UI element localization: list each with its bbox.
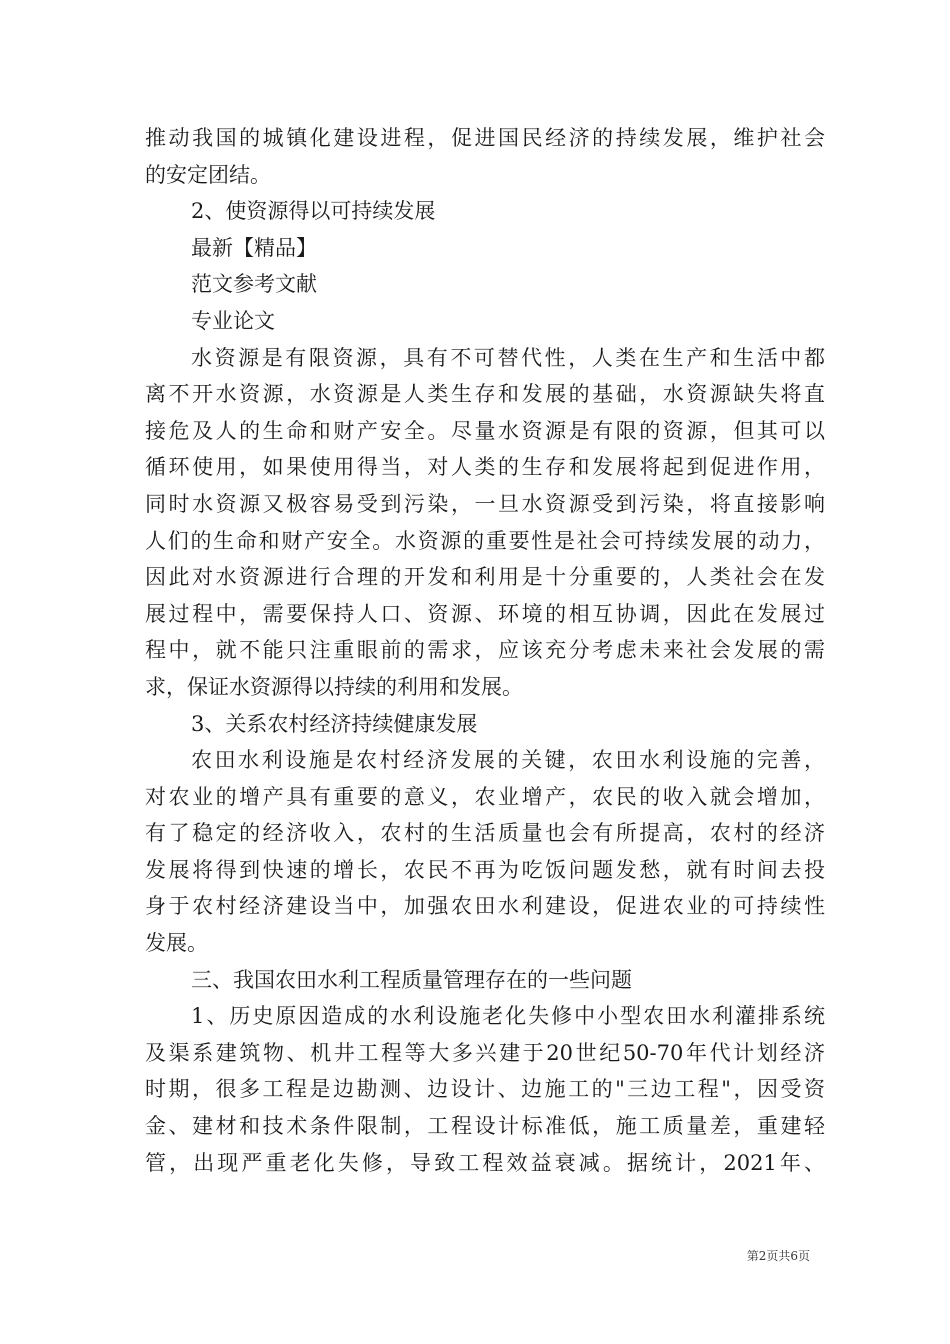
paragraph-line: 身于农村经济建设当中，加强农田水利建设，促进农业的可持续性 <box>145 894 825 919</box>
paragraph-line: 发展将得到快速的增长，农民不再为吃饭问题发愁，就有时间去投 <box>145 857 825 882</box>
paragraph-line: 离不开水资源，水资源是人类生存和发展的基础，水资源缺失将直 <box>145 382 825 407</box>
paragraph-line: 循环使用，如果使用得当，对人类的生存和发展将起到促进作用， <box>145 455 825 480</box>
paragraph-line: 范文参考文献 <box>191 272 317 297</box>
paragraph-line: 的安定团结。 <box>145 162 271 187</box>
paragraph-line: 有了稳定的经济收入，农村的生活质量也会有所提高，农村的经济 <box>145 821 825 846</box>
paragraph-line: 水资源是有限资源，具有不可替代性，人类在生产和生活中都 <box>191 345 825 370</box>
paragraph-line: 农田水利设施是农村经济发展的关键，农田水利设施的完善， <box>191 748 825 773</box>
page-number-footer: 第2页共6页 <box>746 1249 810 1263</box>
paragraph-line: 接危及人的生命和财产安全。尽量水资源是有限的资源，但其可以 <box>145 418 825 443</box>
paragraph-line: 求，保证水资源得以持续的利用和发展。 <box>145 674 523 699</box>
paragraph-line: 金、建材和技术条件限制，工程设计标准低，施工质量差，重建轻 <box>145 1114 825 1139</box>
paragraph-line: 最新【精品】 <box>191 235 317 260</box>
paragraph-line: 发展。 <box>145 931 208 956</box>
section-heading: 三、我国农田水利工程质量管理存在的一些问题 <box>191 967 632 992</box>
paragraph-line: 1、历史原因造成的水利设施老化失修中小型农田水利灌排系统 <box>191 1004 825 1029</box>
paragraph-line: 管，出现严重老化失修，导致工程效益衰减。据统计，2021年、 <box>145 1150 825 1175</box>
paragraph-line: 人们的生命和财产安全。水资源的重要性是社会可持续发展的动力， <box>145 528 825 553</box>
document-body <box>145 120 825 1181</box>
paragraph-line: 展过程中，需要保持人口、资源、环境的相互协调，因此在发展过 <box>145 601 825 626</box>
paragraph-line: 推动我国的城镇化建设进程，促进国民经济的持续发展，维护社会 <box>145 126 825 150</box>
paragraph-line: 同时水资源又极容易受到污染，一旦水资源受到污染，将直接影响 <box>145 491 825 516</box>
paragraph-line: 程中，就不能只注重眼前的需求，应该充分考虑未来社会发展的需 <box>145 638 825 663</box>
paragraph-line: 因此对水资源进行合理的开发和利用是十分重要的，人类社会在发 <box>145 565 825 590</box>
paragraph-line: 对农业的增产具有重要的意义，农业增产，农民的收入就会增加， <box>145 784 825 809</box>
paragraph-line: 专业论文 <box>191 308 275 333</box>
section-heading: 2、使资源得以可持续发展 <box>191 199 436 224</box>
paragraph-line: 时期，很多工程是边勘测、边设计、边施工的"三边工程"，因受资 <box>145 1077 825 1102</box>
paragraph-line: 及渠系建筑物、机井工程等大多兴建于20世纪50-70年代计划经济 <box>145 1040 825 1065</box>
section-heading: 3、关系农村经济持续健康发展 <box>191 711 478 736</box>
